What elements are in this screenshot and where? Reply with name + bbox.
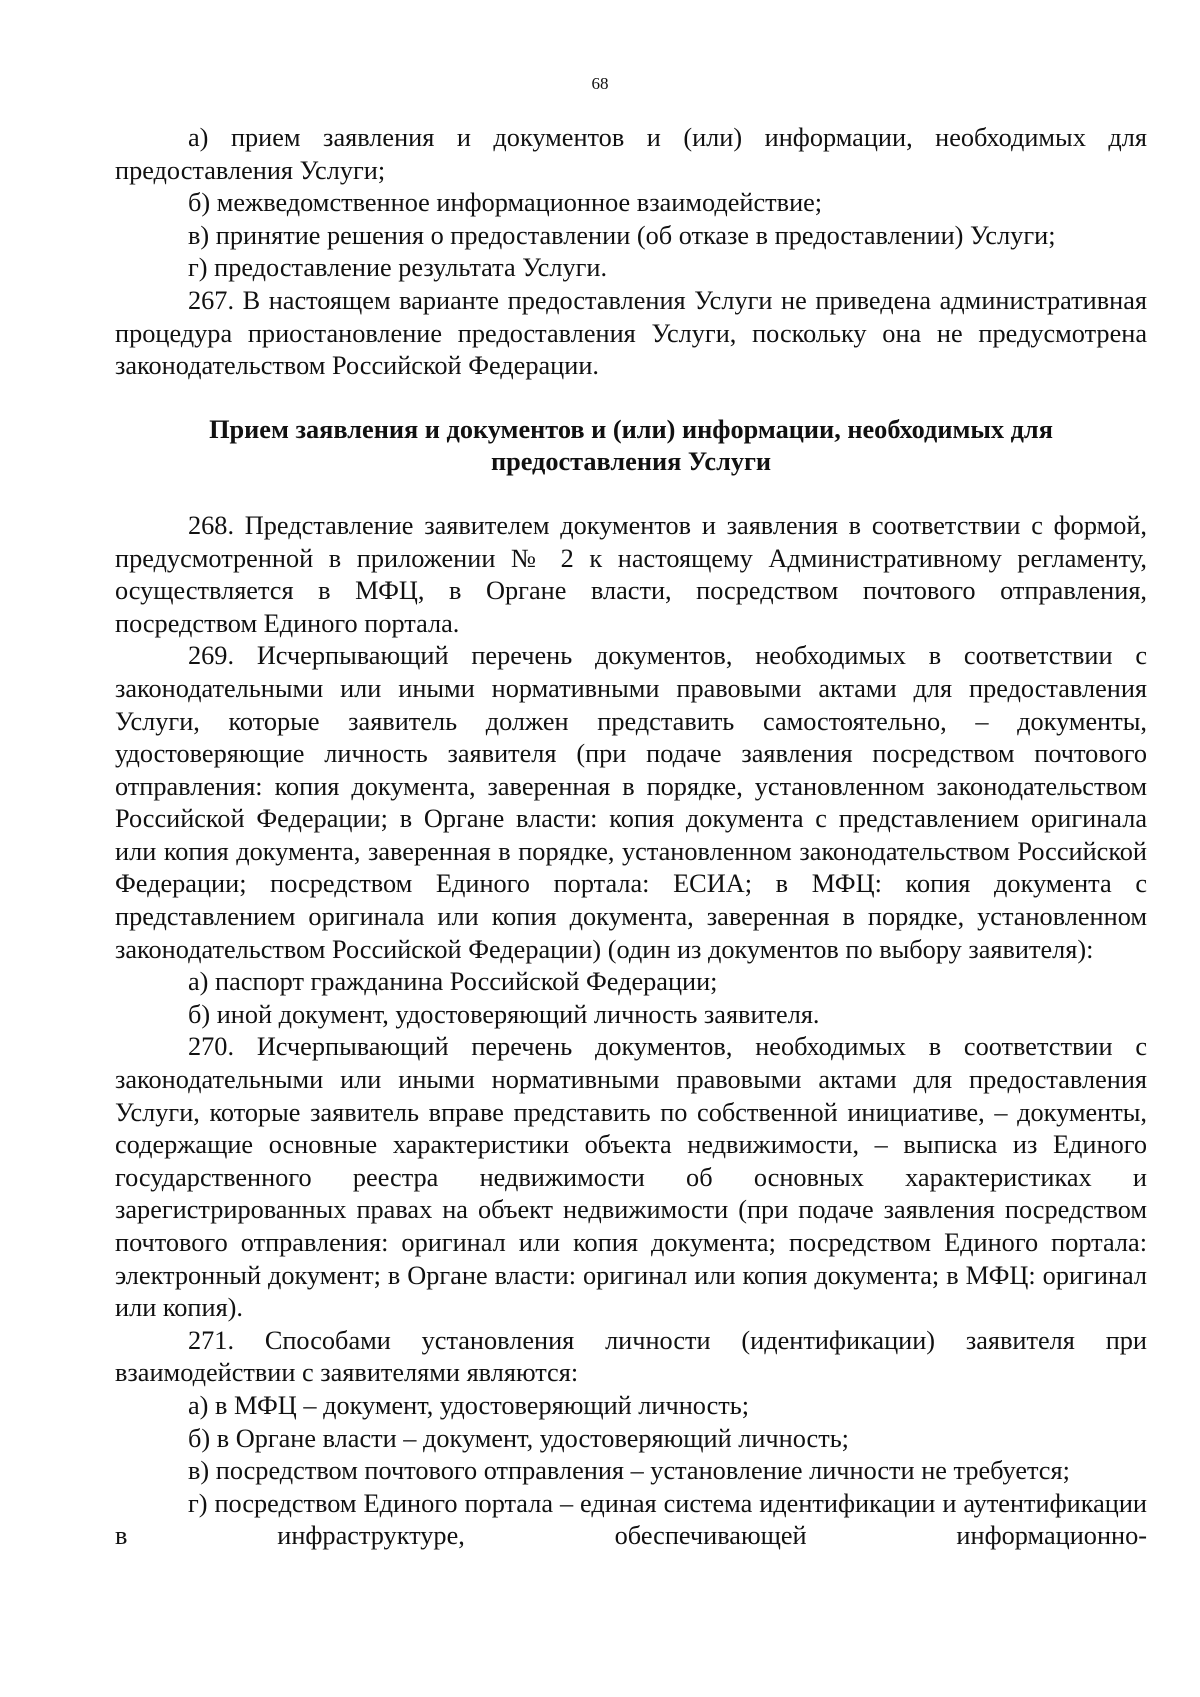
paragraph-269-item-b: б) иной документ, удостоверяющий личность заявителя. <box>188 999 820 1029</box>
paragraph-271: 271. Способами установления личности (идентификации) заявителя при взаимодействии с заявителями являются: <box>115 1325 1147 1388</box>
paragraph-270: 270. Исчерпывающий перечень документов, необходимых в соответствии с законодательными или иными нормативными правовыми актами для предоставления Услуги, которые заявитель вправе представить по собственной инициативе, – документы, содержащие основные характеристики объекта недвижимости, – выписка из Единого государственного реестра недвижимости об основных характеристиках и зарегистрированных правах на объект недвижимости (при подаче заявления посредством почтового отправления: оригинал или копия документа; посредством Единого портала: электронный документ; в Органе власти: оригинал или копия документа; в МФЦ: оригинал или копия). <box>115 1032 1147 1323</box>
page-number: 68 <box>591 74 609 93</box>
paragraph-269: 269. Исчерпывающий перечень документов, необходимых в соответствии с законодательными или иными нормативными правовыми актами для предоставления Услуги, которые заявитель должен представить самостоятельно, – документы, удостоверяющие личность заявителя (при подаче заявления посредством почтового отправления: копия документа, заверенная в порядке, установленном законодательством Российской Федерации; в Органе власти: копия документа с представлением оригинала или копия документа, заверенная в порядке, установленном законодательством Российской Федерации; посредством Единого портала: ЕСИА; в МФЦ: копия документа с представлением оригинала или копия документа, заверенная в порядке, установленном законодательством Российской Федерации) (один из документов по выбору заявителя): <box>115 641 1147 964</box>
paragraph-271-item-a: а) в МФЦ – документ, удостоверяющий личность; <box>188 1390 750 1420</box>
paragraph-271-item-v: в) посредством почтового отправления – установление личности не требуется; <box>188 1456 1070 1486</box>
paragraph-item-v: в) принятие решения о предоставлении (об отказе в предоставлении) Услуги; <box>188 220 1056 250</box>
paragraph-269-item-a: а) паспорт гражданина Российской Федерации; <box>188 967 718 997</box>
paragraph-item-b: б) межведомственное информационное взаимодействие; <box>188 188 823 218</box>
section-heading-line2: предоставления Услуги <box>490 447 772 477</box>
paragraph-item-a: а) прием заявления и документов и (или) информации, необходимых для предоставления Услуги; <box>115 123 1147 185</box>
paragraph-271-item-b: б) в Органе власти – документ, удостоверяющий личность; <box>188 1423 849 1453</box>
paragraph-271-item-g: г) посредством Единого портала – единая система идентификации и аутентификации в инфраструктуре, обеспечивающей информационно- <box>115 1488 1147 1551</box>
paragraph-item-g: г) предоставление результата Услуги. <box>188 253 608 283</box>
document-body <box>115 122 1147 1553</box>
paragraph-268: 268. Представление заявителем документов и заявления в соответствии с формой, предусмотренной в приложении № 2 к настоящему Административному регламенту, осуществляется в МФЦ, в Органе власти, посредством почтового отправления, посредством Единого портала. <box>115 510 1147 638</box>
section-heading-line1: Прием заявления и документов и (или) информации, необходимых для <box>209 414 1053 444</box>
section-heading <box>115 414 1147 479</box>
paragraph-267: 267. В настоящем варианте предоставления Услуги не приведена административная процедура приостановление предоставления Услуги, поскольку она не предусмотрена законодательством Российской Федерации. <box>115 285 1147 381</box>
